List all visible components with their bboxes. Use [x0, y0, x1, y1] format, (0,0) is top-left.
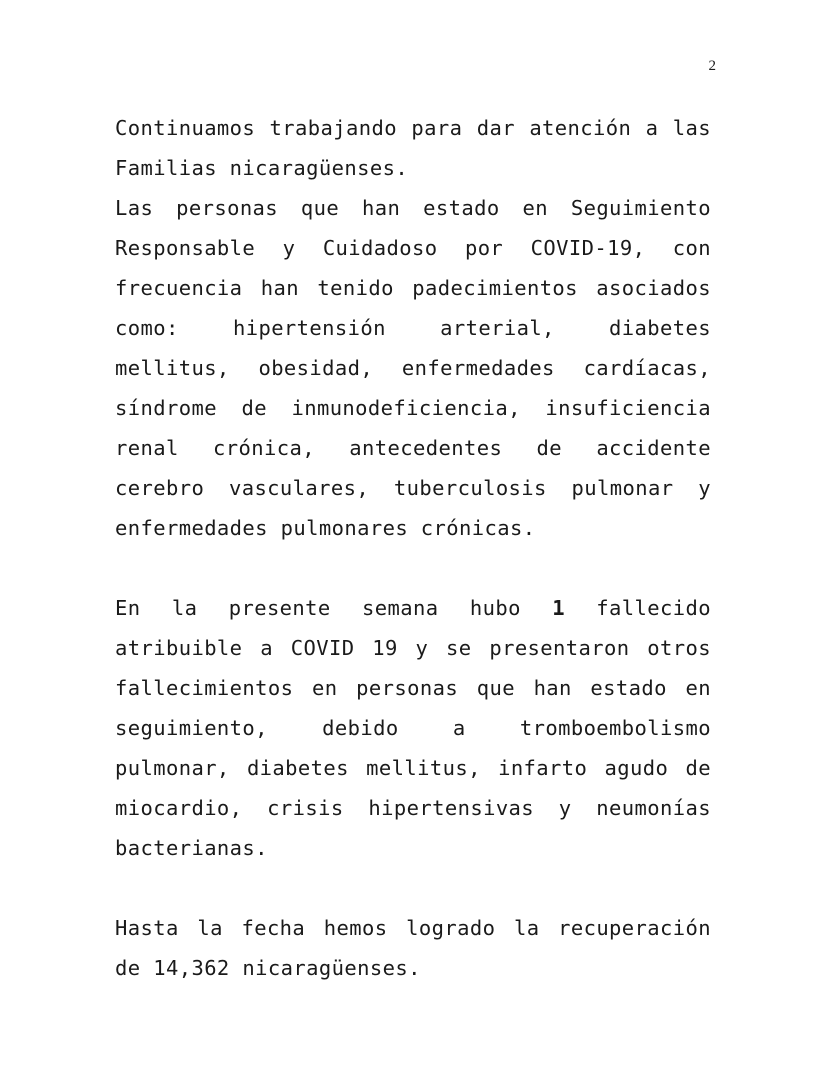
paragraph-conditions: Las personas que han estado en Seguimiento Responsable y Cuidadoso por COVID-19, con frecuencia han tenido padecimientos asociados como: hipertensión arterial, diabetes mellitus, obesidad, enfermedades cardíacas, síndrome de inmunodeficiencia, insuficiencia renal crónica, antecedentes de accidente cerebro vasculares, tuberculosis pulmonar y enfermedades pulmonares crónicas.: [115, 196, 711, 540]
page-number: 2: [708, 58, 716, 74]
paragraph-deaths: [115, 588, 711, 868]
deaths-text-after: fallecido atribuible a COVID 19 y se presentaron otros fallecimientos en personas que han estado en seguimiento, debido a tromboembolismo pulmonar, diabetes mellitus, infarto agudo de miocardio, crisis hipertensivas y neumonías bacterianas.: [115, 596, 711, 860]
paragraph-recoveries: Hasta la fecha hemos logrado la recuperación de 14,362 nicaragüenses.: [115, 916, 711, 980]
paragraph-spacer: [115, 548, 711, 588]
deaths-text-before: En la presente semana hubo: [115, 596, 553, 620]
document-body: [115, 108, 711, 988]
paragraph-intro: Continuamos trabajando para dar atención a las Familias nicaragüenses.: [115, 116, 711, 180]
paragraph-spacer: [115, 868, 711, 908]
deaths-count: 1: [552, 596, 565, 620]
